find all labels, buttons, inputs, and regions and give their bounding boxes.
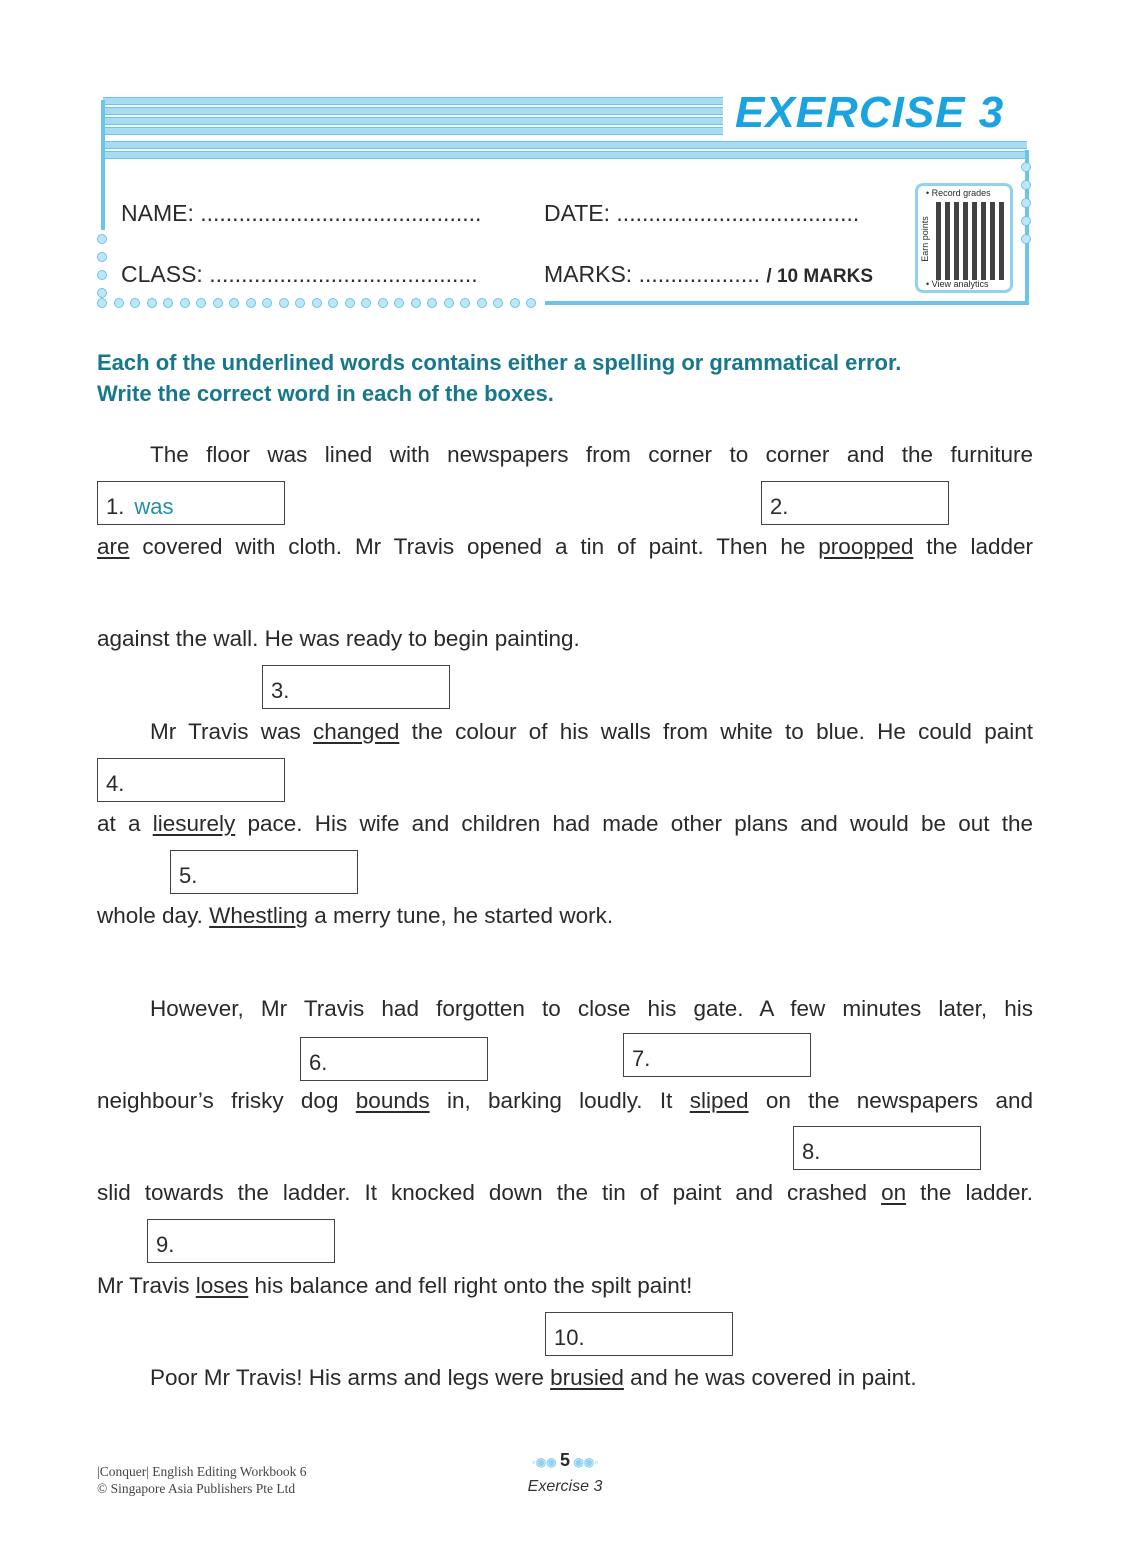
box-number: 4. <box>106 771 125 796</box>
passage-line <box>97 1180 1033 1206</box>
dot <box>1021 162 1031 172</box>
dot <box>163 298 173 308</box>
box-number: 1. <box>106 494 125 519</box>
dot-border <box>1021 162 1031 244</box>
dot <box>262 298 272 308</box>
underlined-error-word: sliped <box>689 1088 749 1113</box>
passage-text: Mr Travis was <box>150 719 314 744</box>
date-field[interactable] <box>544 200 859 227</box>
qr-code-icon <box>936 202 1008 280</box>
dot <box>312 298 322 308</box>
box-number: 7. <box>632 1046 651 1071</box>
dot <box>477 298 487 308</box>
passage-text: the ladder <box>913 534 1033 559</box>
dot <box>444 298 454 308</box>
name-blank: ............................................ <box>200 200 482 226</box>
marks-label: MARKS: <box>544 261 633 287</box>
section-label: Exercise 3 <box>527 1478 603 1495</box>
date-label: DATE: <box>544 200 611 226</box>
exercise-title <box>735 88 1004 138</box>
dot <box>411 298 421 308</box>
passage-text: neighbour’s frisky dog <box>97 1088 356 1113</box>
marks-blank: ................... <box>638 261 760 287</box>
qr-code[interactable] <box>915 183 1013 293</box>
answer-box-8[interactable] <box>793 1126 981 1170</box>
dot <box>493 298 503 308</box>
answer-box-10[interactable] <box>545 1312 733 1356</box>
qr-caption: • View analytics <box>926 279 989 289</box>
dot <box>97 298 107 308</box>
marks-total: / 10 MARKS <box>766 266 874 287</box>
frame-border <box>545 301 1029 305</box>
footer-credit <box>97 1463 307 1497</box>
header-stripe <box>103 151 1027 159</box>
dot <box>97 252 107 262</box>
passage-text: and he was covered in paint. <box>623 1365 917 1390</box>
passage-text: the colour of his walls from white to blue. He could paint <box>399 719 1033 744</box>
dot <box>394 298 404 308</box>
dot <box>1021 180 1031 190</box>
answer-box-2[interactable] <box>761 481 949 525</box>
answer-box-4[interactable] <box>97 758 285 802</box>
class-field[interactable] <box>121 261 478 288</box>
dot <box>229 298 239 308</box>
book-title: |Conquer| English Editing Workbook 6 <box>97 1464 307 1479</box>
passage-text: at a <box>97 811 153 836</box>
passage-text: whole day. <box>97 903 210 928</box>
passage-text: However, Mr Travis had forgotten to close his gate. A few minutes later, his <box>150 996 1033 1021</box>
passage-text: his balance and fell right onto the spilt paint! <box>248 1273 693 1298</box>
passage-line <box>150 1365 1033 1391</box>
dot <box>1021 216 1031 226</box>
passage-line <box>97 1273 1033 1299</box>
passage-text: slid towards the ladder. It knocked down the tin of paint and crashed <box>97 1180 882 1205</box>
answer-box-3[interactable] <box>262 665 450 709</box>
passage-text: the ladder. <box>906 1180 1034 1205</box>
passage-line <box>150 442 1033 468</box>
dot <box>510 298 520 308</box>
qr-caption: • Record grades <box>926 188 991 198</box>
underlined-error-word: on <box>881 1180 907 1205</box>
dot <box>378 298 388 308</box>
passage-text: in, barking loudly. It <box>429 1088 690 1113</box>
dot <box>1021 198 1031 208</box>
answer-box-7[interactable] <box>623 1033 811 1077</box>
passage-text: pace. His wife and children had made other plans and would be out the <box>235 811 1033 836</box>
name-label: NAME: <box>121 200 194 226</box>
marks-field[interactable] <box>544 261 873 288</box>
passage-line <box>97 903 1033 929</box>
underlined-error-word: are <box>97 534 130 559</box>
dot <box>97 270 107 280</box>
box-number: 3. <box>271 678 290 703</box>
passage-line <box>97 1088 1033 1114</box>
instructions <box>97 347 1042 409</box>
header-stripe <box>103 141 1027 149</box>
dot-border <box>97 298 536 308</box>
box-number: 6. <box>309 1050 328 1075</box>
dot <box>213 298 223 308</box>
header-stripe <box>103 107 723 115</box>
page-number: ◦◉◉ 5 ◉◉◦ <box>531 1450 599 1470</box>
answer-box-5[interactable] <box>170 850 358 894</box>
passage-line <box>97 811 1033 837</box>
exercise-number: 3 <box>978 88 1005 137</box>
passage-text: on the newspapers and <box>748 1088 1033 1113</box>
page-number-value: 5 <box>559 1450 570 1470</box>
header-stripe <box>103 127 723 135</box>
dot <box>345 298 355 308</box>
dot <box>1021 234 1031 244</box>
passage-line <box>150 996 1033 1022</box>
dot <box>526 298 536 308</box>
dot <box>361 298 371 308</box>
dot <box>295 298 305 308</box>
dot <box>114 298 124 308</box>
dot <box>279 298 289 308</box>
dot <box>97 288 107 298</box>
header-stripe <box>103 117 723 125</box>
answer-box-1[interactable] <box>97 481 285 525</box>
box-number: 2. <box>770 494 789 519</box>
instruction-line: Each of the underlined words contains either a spelling or grammatical error. <box>97 350 902 375</box>
dot <box>180 298 190 308</box>
box-number: 5. <box>179 863 198 888</box>
dot <box>97 234 107 244</box>
underlined-error-word: bounds <box>355 1088 430 1113</box>
answer-box-9[interactable] <box>147 1219 335 1263</box>
date-blank: ...................................... <box>616 200 860 226</box>
passage-text: covered with cloth. Mr Travis opened a tin of paint. Then he <box>129 534 819 559</box>
dot <box>427 298 437 308</box>
answer-box-6[interactable] <box>300 1037 488 1081</box>
passage-text: Poor Mr Travis! His arms and legs were <box>150 1365 551 1390</box>
answer-text: was <box>134 494 174 519</box>
dot <box>460 298 470 308</box>
exercise-label: EXERCISE <box>735 88 966 137</box>
underlined-error-word: loses <box>195 1273 249 1298</box>
underlined-error-word: proopped <box>818 534 914 559</box>
frame-border <box>101 100 105 230</box>
underlined-error-word: liesurely <box>152 811 236 836</box>
header-stripe <box>103 97 723 105</box>
box-number: 10. <box>554 1325 585 1350</box>
qr-caption: Earn points <box>919 216 930 262</box>
passage-text: The floor was lined with newspapers from corner to corner and the furniture <box>150 442 1033 467</box>
dot-border <box>97 234 107 298</box>
dot <box>196 298 206 308</box>
passage-line <box>97 626 1033 652</box>
class-label: CLASS: <box>121 261 203 287</box>
passage-line <box>150 719 1033 745</box>
instruction-line: Write the correct word in each of the boxes. <box>97 381 554 406</box>
copyright: © Singapore Asia Publishers Pte Ltd <box>97 1481 296 1496</box>
dot <box>328 298 338 308</box>
dot <box>130 298 140 308</box>
class-blank: .......................................... <box>209 261 478 287</box>
passage-text: Mr Travis <box>97 1273 196 1298</box>
box-number: 9. <box>156 1232 175 1257</box>
passage-text: a merry tune, he started work. <box>307 903 614 928</box>
underlined-error-word: changed <box>313 719 400 744</box>
passage-text: against the wall. He was ready to begin painting. <box>97 626 580 651</box>
box-number: 8. <box>802 1139 821 1164</box>
name-field[interactable] <box>121 200 481 227</box>
dot <box>147 298 157 308</box>
dot <box>246 298 256 308</box>
underlined-error-word: Whestling <box>209 903 308 928</box>
underlined-error-word: brusied <box>550 1365 624 1390</box>
passage-line <box>97 534 1033 560</box>
